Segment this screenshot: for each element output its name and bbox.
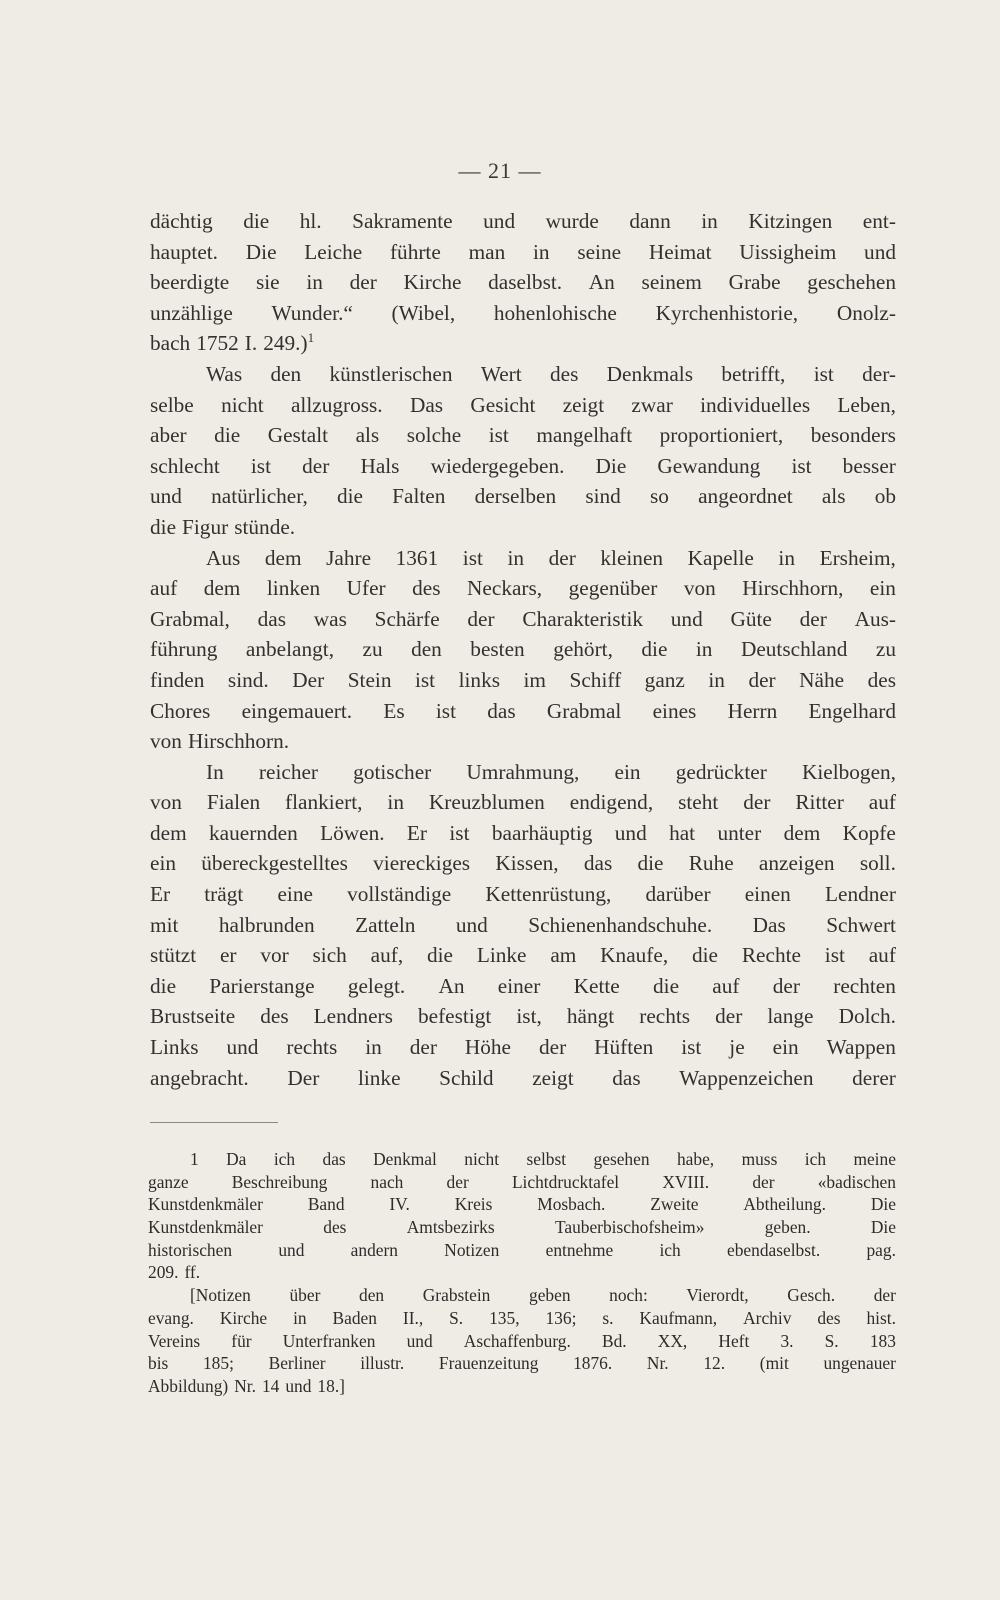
text-line: Brustseite des Lendners befestigt ist, hängt rechts der lange Dolch.	[150, 1004, 896, 1029]
footnote-line: Vereins für Unterfranken und Aschaffenburg. Bd. XX, Heft 3. S. 183	[148, 1330, 896, 1351]
text-line: mit halbrunden Zatteln und Schienenhandschuhe. Das Schwert	[150, 912, 896, 937]
paragraph	[150, 359, 896, 543]
text-line: dächtig die hl. Sakramente und wurde dann in Kitzingen ent-	[150, 209, 896, 233]
text-line: schlecht ist der Hals wiedergegeben. Die Gewandung ist besser	[150, 453, 896, 478]
footnote	[148, 1284, 896, 1397]
footnote-line: bis 185; Berliner illustr. Frauenzeitung 1876. Nr. 12. (mit ungenauer	[148, 1353, 896, 1374]
text-line: von Fialen flankiert, in Kreuzblumen endigend, steht der Ritter auf	[150, 790, 896, 815]
footnote-line: Kunstdenkmäler Band IV. Kreis Mosbach. Zweite Abtheilung. Die	[148, 1194, 896, 1215]
text-line: hauptet. Die Leiche führte man in seine Heimat Uissigheim und	[150, 239, 896, 264]
text-line: Grabmal, das was Schärfe der Charakteristik und Güte der Aus-	[150, 606, 896, 631]
footnote-marker[interactable]: 1	[307, 330, 315, 346]
footnote-line: 209. ff.	[148, 1262, 201, 1283]
text-line: Links und rechts in der Höhe der Hüften ist je ein Wappen	[150, 1035, 896, 1060]
text-line: stützt er vor sich auf, die Linke am Knaufe, die Rechte ist auf	[150, 943, 896, 968]
page-number: — 21 —	[458, 158, 542, 183]
text-line: Aus dem Jahre 1361 ist in der kleinen Kapelle in Ersheim,	[206, 545, 896, 570]
text-line: ein übereckgestelltes viereckiges Kissen, das die Ruhe anzeigen soll.	[150, 851, 896, 876]
footnote-line: Abbildung) Nr. 14 und 18.]	[148, 1375, 345, 1396]
text-line: dem kauernden Löwen. Er ist baarhäuptig und hat unter dem Kopfe	[150, 820, 896, 845]
text-line: beerdigte sie in der Kirche daselbst. An seinem Grabe geschehen	[150, 270, 896, 295]
footnotes	[148, 1148, 896, 1398]
text-line: aber die Gestalt als solche ist mangelhaft proportioniert, besonders	[150, 423, 896, 448]
text-line: die Figur stünde.	[150, 514, 296, 539]
text-line: und natürlicher, die Falten derselben sind so angeordnet als ob	[150, 484, 896, 509]
footnote-line: historischen und andern Notizen entnehme ich ebendaselbst. pag.	[148, 1239, 896, 1260]
text-line: finden sind. Der Stein ist links im Schiff ganz in der Nähe des	[150, 667, 896, 692]
text-line: selbe nicht allzugross. Das Gesicht zeigt zwar individuelles Leben,	[150, 392, 896, 417]
footnote-line: ganze Beschreibung nach der Lichtdrucktafel XVIII. der «badischen	[148, 1171, 896, 1192]
footnote-line: Kunstdenkmäler des Amtsbezirks Tauberbischofsheim» geben. Die	[148, 1217, 896, 1238]
footnote-separator	[150, 1122, 278, 1123]
text-line: von Hirschhorn.	[150, 729, 290, 754]
paragraph	[150, 757, 896, 1094]
footnote-line: 1 Da ich das Denkmal nicht selbst gesehen habe, muss ich meine	[190, 1149, 896, 1169]
text-line: die Parierstange gelegt. An einer Kette die auf der rechten	[150, 973, 896, 998]
text-line: auf dem linken Ufer des Neckars, gegenüber von Hirschhorn, ein	[150, 576, 896, 601]
text-line: Er trägt eine vollständige Kettenrüstung, darüber einen Lendner	[150, 882, 896, 907]
text-line: unzählige Wunder.“ (Wibel, hohenlohische Kyrchenhistorie, Onolz-	[150, 300, 896, 325]
footnote-line: [Notizen über den Grabstein geben noch: Vierordt, Gesch. der	[190, 1285, 896, 1306]
paragraph	[150, 206, 896, 359]
text-line: führung anbelangt, zu den besten gehört, die in Deutschland zu	[150, 637, 896, 662]
text-line: bach 1752 I. 249.)$^1$	[150, 330, 315, 356]
paragraph	[150, 543, 896, 757]
text-line: angebracht. Der linke Schild zeigt das Wappenzeichen derer	[150, 1065, 896, 1090]
text-line: Was den künstlerischen Wert des Denkmals betrifft, ist der-	[206, 361, 896, 386]
text-line: In reicher gotischer Umrahmung, ein gedrückter Kielbogen,	[206, 759, 896, 784]
main-text	[150, 206, 896, 1093]
footnote	[148, 1148, 896, 1284]
footnote-line: evang. Kirche in Baden II., S. 135, 136; s. Kaufmann, Archiv des hist.	[148, 1307, 896, 1328]
text-line: Chores eingemauert. Es ist das Grabmal eines Herrn Engelhard	[150, 698, 896, 723]
